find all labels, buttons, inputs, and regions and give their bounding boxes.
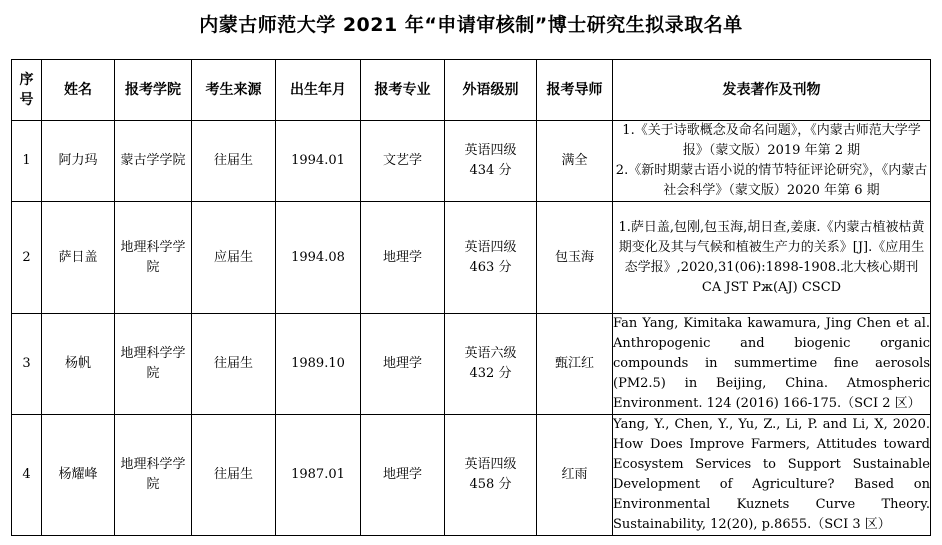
header-college: 报考学院	[115, 60, 192, 121]
cell-seq: 4	[12, 415, 42, 536]
cell-name: 萨日盖	[42, 202, 115, 314]
cell-birth: 1994.01	[276, 121, 361, 202]
cell-works	[613, 314, 931, 415]
cell-college: 地理科学学院	[115, 314, 192, 415]
cell-seq: 3	[12, 314, 42, 415]
work-item: 1.萨日盖,包刚,包玉海,胡日查,姜康.《内蒙古植被枯黄期变化及其与气候和植被生产力的关系》[J].《应用生态学报》,2020,31(06):1898-1908.北大核心期刊 CA JST Pж(AJ) CSCD	[618, 219, 925, 295]
header-source: 考生来源	[192, 60, 276, 121]
work-item: Fan Yang, Kimitaka kawamura, Jing Chen et al. Anthropogenic and biogenic organic compounds in summertime fine aerosols (PM2.5) in Beijing, China. Atmospheric Environment. 124 (2016) 166-175.（SCI 2 区）	[613, 316, 930, 411]
cell-birth: 1987.01	[276, 415, 361, 536]
cell-advisor: 甄江红	[537, 314, 613, 415]
table-row	[12, 121, 931, 202]
cell-major: 地理学	[361, 415, 445, 536]
cell-college: 地理科学学院	[115, 415, 192, 536]
header-works: 发表著作及刊物	[613, 60, 931, 121]
header-advisor: 报考导师	[537, 60, 613, 121]
cell-birth: 1994.08	[276, 202, 361, 314]
work-item: 2.《新时期蒙古语小说的情节特征评论研究》，《内蒙古社会科学》（蒙文版）2020 年第 6 期	[615, 163, 928, 198]
cell-language: 英语四级 458 分	[445, 415, 537, 536]
cell-advisor: 满全	[537, 121, 613, 202]
cell-advisor: 包玉海	[537, 202, 613, 314]
work-item: 1.《关于诗歌概念及命名问题》，《内蒙古师范大学学报》（蒙文版）2019 年第 2 期	[622, 123, 921, 158]
cell-name: 阿力玛	[42, 121, 115, 202]
cell-seq: 2	[12, 202, 42, 314]
header-row	[12, 60, 931, 121]
cell-works	[613, 121, 931, 202]
table-row	[12, 314, 931, 415]
cell-source: 往届生	[192, 121, 276, 202]
cell-works	[613, 202, 931, 314]
cell-advisor: 红雨	[537, 415, 613, 536]
cell-language: 英语六级 432 分	[445, 314, 537, 415]
cell-college: 蒙古学学院	[115, 121, 192, 202]
cell-works	[613, 415, 931, 536]
work-item: Yang, Y., Chen, Y., Yu, Z., Li, P. and Li, X, 2020. How Does Improve Farmers, Attitudes toward Ecosystem Services to Support Sustainable Development of Agriculture? Based on Environmental Kuznets Curve Theory. Sustainability, 12(20), p.8655.（SCI 3 区）	[613, 417, 930, 532]
header-seq: 序号	[12, 60, 42, 121]
cell-major: 文艺学	[361, 121, 445, 202]
cell-source: 往届生	[192, 314, 276, 415]
table-row	[12, 415, 931, 536]
cell-language: 英语四级 434 分	[445, 121, 537, 202]
cell-language: 英语四级 463 分	[445, 202, 537, 314]
cell-birth: 1989.10	[276, 314, 361, 415]
cell-source: 应届生	[192, 202, 276, 314]
cell-college: 地理科学学院	[115, 202, 192, 314]
table-row	[12, 202, 931, 314]
cell-name: 杨帆	[42, 314, 115, 415]
header-language: 外语级别	[445, 60, 537, 121]
cell-major: 地理学	[361, 314, 445, 415]
admission-table	[11, 59, 931, 536]
cell-source: 往届生	[192, 415, 276, 536]
header-name: 姓名	[42, 60, 115, 121]
cell-major: 地理学	[361, 202, 445, 314]
cell-name: 杨耀峰	[42, 415, 115, 536]
header-birth: 出生年月	[276, 60, 361, 121]
cell-seq: 1	[12, 121, 42, 202]
page-title: 内蒙古师范大学 2021 年“申请审核制”博士研究生拟录取名单	[199, 14, 743, 36]
header-major: 报考专业	[361, 60, 445, 121]
